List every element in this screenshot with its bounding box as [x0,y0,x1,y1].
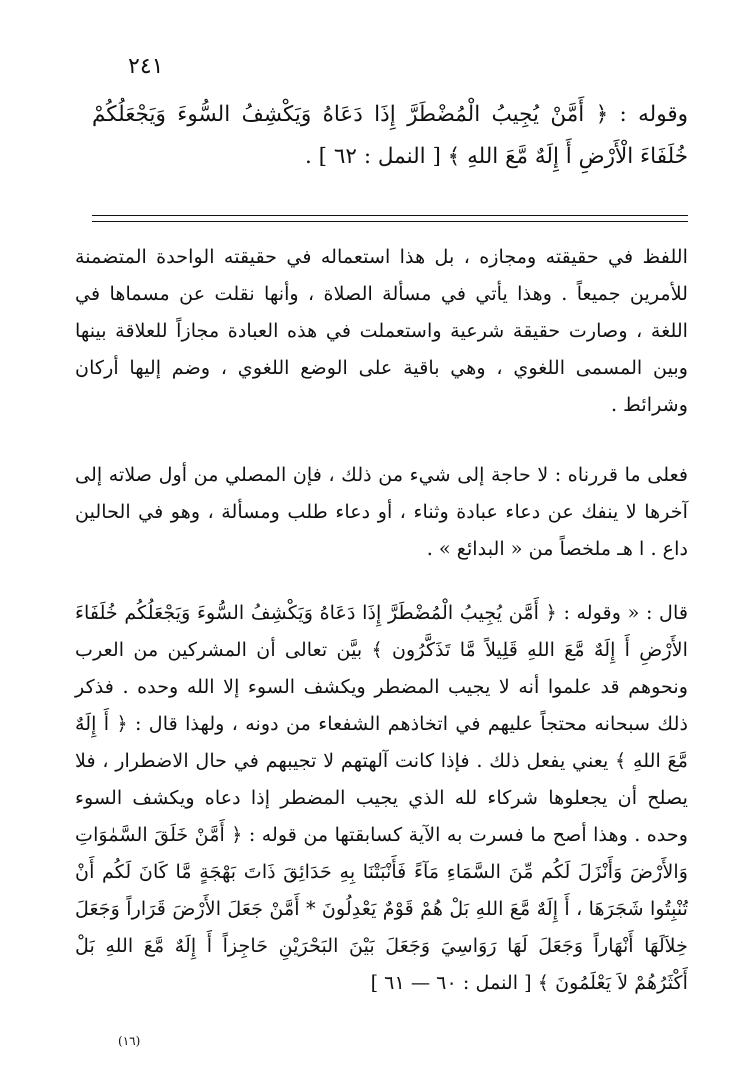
separator-rule-bottom [92,221,688,222]
separator-rule-top [92,215,688,216]
body-paragraph-1: اللفظ في حقيقته ومجازه ، بل هذا استعماله في حقيقته الواحدة المتضمنة للأمرين جميعاً . وهذا يأتي في مسألة الصلاة ، وأنها نقلت عن مسماها في اللغة ، وصارت حقيقة شرعية واستعملت في هذه العبادة مجازاً للعلاقة بينها وبين المسمى اللغوي ، وهي باقية على الوضع اللغوي ، وضم إليها أركان وشرائط . [75,245,688,416]
body-paragraph-2: فعلى ما قررناه : لا حاجة إلى شيء من ذلك ، فإن المصلي من أول صلاته إلى آخرها لا ينفك عن دعاء عبادة وثناء ، أو دعاء طلب ومسألة ، وهو في الحالين داع . ا هـ ملخصاً من « البدائع » . [75,463,688,560]
footer-signature-number: (١٦) [118,1034,141,1048]
body-paragraph-3: قال : « وقوله : ﴿ أَمَّن يُجِيبُ الْمُضْطَرَّ إِذَا دَعَاهُ وَيَكْشِفُ السُّوءَ وَيَجْعَلُكُم خُلَفَاءَ الأَرْضِ أَ إِلَهٌ مَّعَ اللهِ قَلِيلاً مَّا تَذَكَّرُون ﴾ بيَّن تعالى أن المشركين من العرب ونحوهم قد علموا أنه لا يجيب المضطر ويكشف السوء إلا الله وحده . فذكر ذلك سبحانه محتجاً عليهم في اتخاذهم الشفعاء من دونه ، ولهذا قال : ﴿ أَ إِلَهٌ مَّعَ اللهِ ﴾ يعني يفعل ذلك . فإذا كانت آلهتهم لا تجيبهم في حال الاضطرار ، فلا يصلح أن يجعلوها شركاء لله الذي يجيب المضطر إذا دعاه ويكشف السوء وحده . وهذا أصح ما فسرت به الآية كسابقتها من قوله : ﴿ أَمَّنْ خَلَقَ السَّمٰوَاتِ وَالأَرْضَ وَأَنْزَلَ لَكُم مِّنَ السَّمَاءِ مَآءً فَأَنْبَتْنَا بِهِ حَدَائِقَ ذَاتَ بَهْجَةٍ مَّا كَانَ لَكُم أَنْ تُنْبِتُوا شَجَرَهَا ، أَ إِلَهٌ مَّعَ اللهِ بَلْ هُمْ قَوْمٌ يَعْدِلُونَ * أَمَّنْ جَعَلَ الأَرْضَ قَرَاراً وَجَعَلَ خِلاَلَهَا أَنْهَاراً وَجَعَلَ لَهَا رَوَاسِيَ وَجَعَلَ بَيْنَ البَحْرَيْنِ حَاجِزاً أَ إِلَهٌ مَّعَ اللهِ بَلْ أَكْثَرُهُمْ لاَ يَعْلَمُونَ ﴾ [ النمل : ٦٠ — ٦١ ] [75,601,688,994]
heading-verse: وقوله : ﴿ أَمَّنْ يُجِيبُ الْمُضْطَرَّ إِذَا دَعَاهُ وَيَكْشِفُ السُّوءَ وَيَجْعَلُكُمْ خُلَفَاءَ الْأَرْضِ أَ إِلَهٌ مَّعَ اللهِ ﴾ [ النمل : ٦٢ ] . [92,102,688,169]
page-number: ٢٤١ [128,54,164,79]
